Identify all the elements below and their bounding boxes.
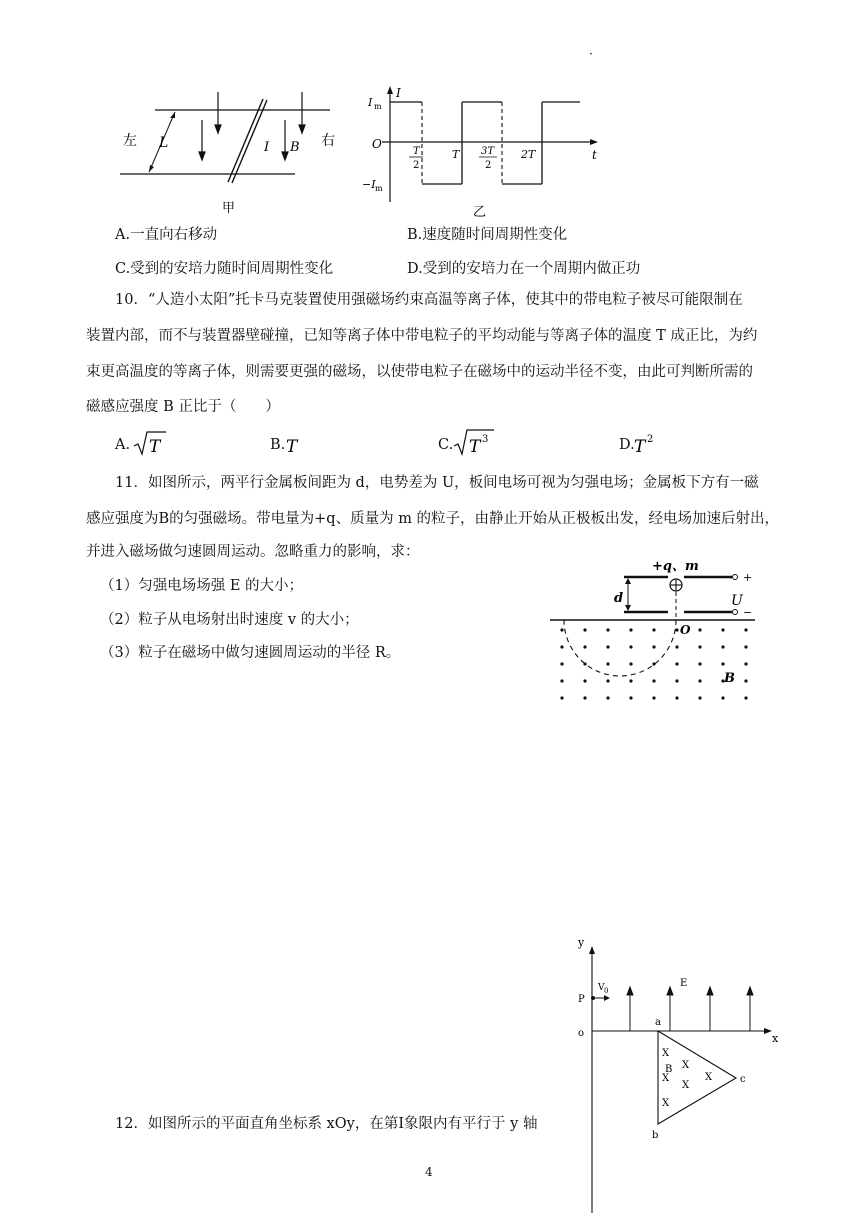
field-dot [652, 679, 655, 682]
q10-option-d-T2 [632, 424, 662, 458]
yi-T2-num: T [413, 146, 420, 157]
q11-sub-3: （3）粒子在磁场中做匀速圆周运动的半径 R。 [100, 645, 401, 661]
field-dot [675, 628, 678, 631]
svg-text:X: X [682, 1080, 690, 1091]
svg-text:X: X [682, 1060, 690, 1071]
field-dot [721, 628, 724, 631]
field-dot [698, 645, 701, 648]
q12-o-label: o [578, 1028, 585, 1039]
q11-fig-q-label: +q、m [652, 559, 699, 574]
field-dot [583, 628, 586, 631]
field-dot [560, 679, 563, 682]
field-dot [744, 628, 747, 631]
field-dot [744, 645, 747, 648]
q10-line-3: 束更高温度的等离子体，则需要更强的磁场，以使带电粒子在磁场中的运动半径不变，由此可判断所需的 [86, 364, 753, 380]
top-mark: · [589, 47, 593, 61]
q12-v0-sub: 0 [604, 987, 609, 995]
q11-line-1: 11．如图所示，两平行金属板间距为 d，电势差为 U，板间电场可视为匀强电场；金属板下方有一磁 [115, 475, 759, 491]
field-dot [583, 696, 586, 699]
q12-P-label: P [578, 994, 585, 1005]
field-dot [698, 662, 701, 665]
magnetic-field-dots [560, 628, 747, 699]
yi-Im-label: I [368, 96, 373, 109]
q12-a-label: a [655, 1017, 661, 1028]
svg-text:X: X [705, 1072, 713, 1083]
q11-line-3: 并进入磁场做匀速圆周运动。忽略重力的影响，求： [86, 544, 420, 560]
electric-field-arrows [627, 987, 753, 1031]
q11-fig-O-label: O [680, 623, 691, 637]
jia-I-label: I [264, 140, 270, 155]
q10-line-2: 装置内部，而不与装置器壁碰撞，已知等离子体中带电粒子的平均动能与等离子体的温度 T 成正比，为约 [86, 328, 758, 344]
field-dot [675, 679, 678, 682]
field-dot [606, 679, 609, 682]
q9-option-d: D.受到的安培力在一个周期内做正功 [407, 261, 641, 277]
field-dot [583, 645, 586, 648]
field-dot [744, 662, 747, 665]
q12-v0-label: V [598, 983, 605, 993]
yi-negIm-sub: m [375, 184, 383, 193]
field-dot [675, 662, 678, 665]
q10-option-a-sqrt-T [132, 428, 168, 458]
q12-x-label: x [772, 1032, 779, 1045]
field-dot [606, 662, 609, 665]
field-dot [744, 679, 747, 682]
svg-text:T: T [469, 437, 481, 457]
q10-option-a: A. [115, 437, 131, 453]
yi-Im-sub: m [374, 102, 382, 111]
q12-b-label: b [652, 1130, 659, 1141]
figure-jia [115, 85, 340, 215]
field-dot [629, 628, 632, 631]
field-dot [652, 662, 655, 665]
q12-y-label: y [578, 936, 585, 949]
q10-line-1: 10．“人造小太阳”托卡马克装置使用强磁场约束高温等离子体，使其中的带电粒子被尽可能限制在 [115, 292, 743, 308]
q11-figure [550, 558, 760, 708]
yi-caption: 乙 [473, 205, 487, 220]
svg-text:T: T [149, 437, 161, 457]
field-dot [560, 645, 563, 648]
field-dot [629, 645, 632, 648]
field-dot [560, 662, 563, 665]
svg-text:3: 3 [482, 434, 489, 445]
yi-O-label: O [372, 137, 382, 151]
field-dot [744, 696, 747, 699]
field-dot [583, 662, 586, 665]
q12-x-marks [662, 1048, 713, 1109]
q10-option-b: B. [270, 437, 286, 453]
q12-B-label: B [665, 1064, 673, 1075]
jia-caption: 甲 [222, 201, 236, 215]
page-number: 4 [425, 1165, 433, 1179]
q11-fig-plus: + [743, 571, 753, 584]
field-dot [721, 662, 724, 665]
jia-L-label: L [159, 135, 169, 151]
q11-sub-2: （2）粒子从电场射出时速度 v 的大小； [100, 612, 359, 628]
q12-E-label: E [680, 978, 688, 989]
field-dot [698, 679, 701, 682]
field-dot [629, 696, 632, 699]
yi-3T2-num: 3T [481, 146, 495, 157]
svg-text:T: T [634, 437, 646, 457]
jia-right-label: 右 [321, 133, 335, 149]
q10-option-b-T [284, 428, 308, 458]
yi-negIm-label: −I [362, 178, 376, 191]
q12-figure [560, 928, 790, 1216]
q11-fig-B-label: B [724, 671, 735, 686]
jia-left-label: 左 [123, 133, 137, 149]
yi-I-axis: I [396, 86, 401, 100]
yi-T2-den: 2 [413, 160, 420, 171]
q10-option-c-sqrt-T3 [452, 424, 496, 458]
field-dot [606, 645, 609, 648]
field-dot [721, 645, 724, 648]
field-dot [606, 696, 609, 699]
svg-text:X: X [662, 1098, 670, 1109]
field-dot [629, 662, 632, 665]
yi-T-label: T [452, 148, 460, 161]
svg-text:T: T [286, 437, 298, 457]
field-dot [652, 628, 655, 631]
q11-fig-d-label: d [614, 591, 624, 606]
yi-3T2-den: 2 [485, 160, 492, 171]
figure-yi [360, 85, 610, 220]
q12-line-1: 12．如图所示的平面直角坐标系 xOy，在第Ⅰ象限内有平行于 y 轴 [115, 1116, 538, 1132]
field-dot [560, 696, 563, 699]
field-dot [652, 645, 655, 648]
q11-sub-1: （1）匀强电场场强 E 的大小； [100, 578, 304, 594]
q11-fig-minus: − [743, 606, 753, 619]
q11-fig-U-label: U [731, 593, 743, 609]
field-dot [698, 628, 701, 631]
field-dot [629, 679, 632, 682]
q10-option-d: D. [619, 437, 635, 453]
field-dot [583, 679, 586, 682]
q12-c-label: c [740, 1074, 746, 1085]
field-dot [675, 645, 678, 648]
field-dot [652, 696, 655, 699]
field-dot [606, 628, 609, 631]
field-dot [698, 696, 701, 699]
svg-text:X: X [662, 1073, 670, 1084]
svg-text:2: 2 [647, 434, 654, 445]
yi-t-axis: t [592, 148, 597, 162]
q9-option-b: B.速度随时间周期性变化 [407, 227, 568, 243]
svg-text:X: X [662, 1048, 670, 1059]
field-dot [675, 696, 678, 699]
q10-line-4: 磁感应强度 B 正比于（ ） [86, 399, 280, 415]
q9-option-a: A.一直向右移动 [115, 227, 218, 243]
yi-2T-label: 2T [521, 148, 536, 161]
field-dot [560, 628, 563, 631]
jia-B-label: B [290, 140, 300, 155]
q11-line-2: 感应强度为B的匀强磁场。带电量为+q、质量为 m 的粒子，由静止开始从正极板出发，经电场加速后射出， [86, 511, 780, 527]
field-dot [721, 696, 724, 699]
q9-option-c: C.受到的安培力随时间周期性变化 [115, 261, 334, 277]
q10-option-c: C. [438, 437, 454, 453]
